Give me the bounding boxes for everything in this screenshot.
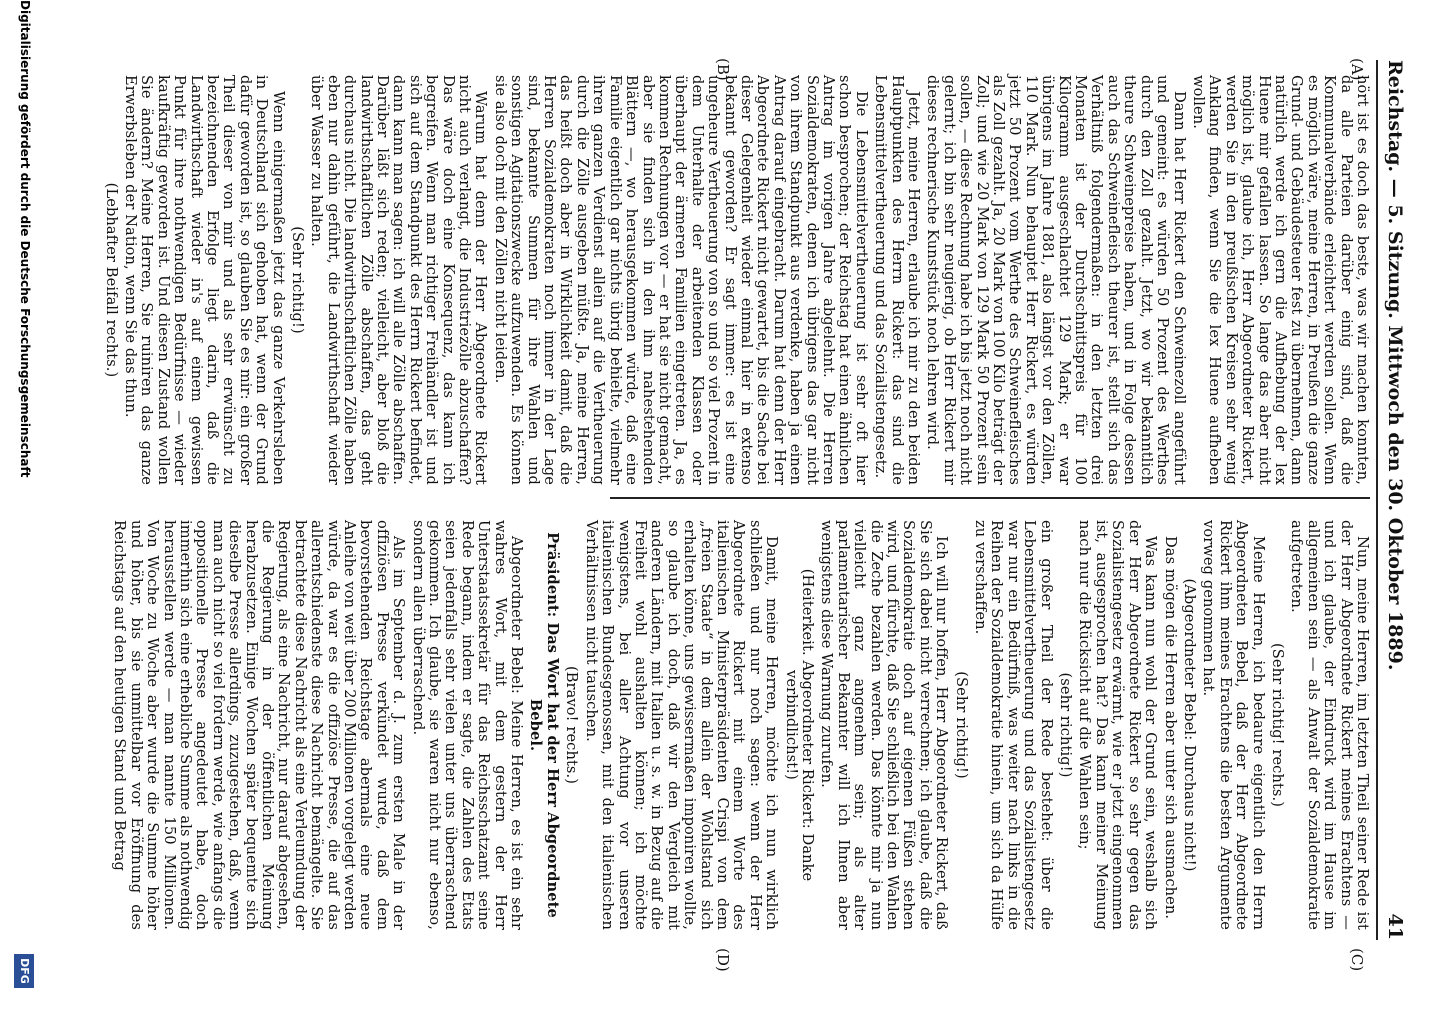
- interjection: (Lebhafter Beifall rechts.): [102, 182, 120, 378]
- paragraph: ein großer Theil der Rede bestehet: über die Lebensmittelvertheuerung und das Sozialistengesetz war nur ein Bedürfniß, was weiter nach links in die Reihen der Sozialdemokratie hinein, um sich da Hülfe zu verschaffen.: [972, 520, 1055, 930]
- paragraph: Was kann nun wohl der Grund sein, weshalb sich der Herr Abgeordnete Rickert so sehr gegen das Sozialistengesetz erwärmt, wie er jetzt eingenommen ist, ausgesprochen hat? Das kann meiner Meinung nach nur die Rücksicht auf die Wahlen sein;: [1076, 520, 1160, 930]
- margin-mark-c: (C): [1348, 948, 1366, 972]
- interjection: (Sehr richtig!): [289, 226, 306, 334]
- margin-mark-d: (D): [714, 948, 732, 972]
- paragraph: Damit, meine Herren, möchte ich nun wirklich schließen und nur noch sagen: wenn der Herr Abgeordnete Rickert mit einem Worte des italienischen Ministerpräsidenten Crispi von dem „freien Staate“ in dem allein der Wohlstand sich erhalten könne, uns gewissermaßen imponiren wollte, so glaube ich doch, daß wir den Vergleich mit anderen Ländern, mit Italien u. s. w. in Bezug auf die Freiheit wohl aushalten können; ich möchte wenigstens, bei aller Achtung vor unseren italienischen Bundesgenossen, mit den italienischen Verhältnissen nicht tauschen.: [582, 520, 781, 930]
- margin-mark-a: (A): [1348, 58, 1366, 81]
- paragraph: Ich will nur hoffen, Herr Abgeordneter Rickert, daß Sie sich dabei nicht verrechnen; ich glaube, daß die Sozialdemokratie doch auf eigenen Füßen stehen wird, und fürchte, daß Sie schließlich bei den Wahlen die Zeche bezahlen werden. Das könnte mir ja nun vielleicht ganz angenehm sein; als alter parlamentarischer Bekannter will ich Ihnen aber wenigstens diese Warnung zurufen.: [818, 520, 951, 930]
- paragraph: Abgeordneter Bebel: Meine Herren, es ist ein sehr wahres Wort, mit dem gestern der Herr Unterstaatssekretär für das Reichsschatzamt seine Rede begann, indem er sagte, die Zahlen des Etats seien jedenfalls sehr vielen unter uns überraschend gekommen. Ich glaube, sie waren nicht nur ebenso, sondern allen überraschend.: [409, 520, 526, 930]
- interjection: (Sehr richtig!): [952, 671, 970, 779]
- paragraph: Die Lebensmittelvertheuerung ist sehr oft hier schon besprochen; der Reichstag hat einen ähnlichen Antrag im vorigen Jahre abgelehnt. Die Herren Sozialdemokraten, denen ich übrigens das gar nicht von ihrem Standpunkt aus verdenke, haben ja einen Antrag darauf eingebracht. Darum hat denn der Herr Abgeordnete Rickert nicht gewartet, bis die Sache bei dieser Gelegenheit wieder einmal hier in extenso bekannt geworden? Er sagt immer: es ist eine ungeheure Vertheuerung von so und so viel Prozent in dem Unterhalte der arbeitenden Klassen oder überhaupt der ärmeren Familien eingetreten. Ja, es kommen Rechnungen vor — er hat sie nicht gemacht, aber sie finden sich in den ihm nahestehenden Blättern —, wo herausgekommen würde, daß eine Familie eigentlich gar nichts übrig behielte, vielmehr ihren ganzen Verdienst allein auf die Vertheuerung durch die Zölle ausgeben müßte. Ja, meine Herren, das heißt doch aber in Wirklichkeit damit, daß die Herren Sozialdemokraten noch immer in der Lage sind, bekannte Summen für ihre Wahlen und sonstigen Agitationszwecke aufzuwenden. Es können sie also doch mit den Zöllen nicht leiden.: [491, 75, 870, 485]
- paragraph: Meine Herren, ich bedaure eigentlich den Herrn Abgeordneten Bebel, daß der Herr Abgeordnete Rickert ihm meines Erachtens die besten Argumente vorweg genommen hat.: [1200, 520, 1267, 930]
- column-divider: [610, 497, 1370, 499]
- credit-text: Digitalisierung gefördert durch die Deutsche Forschungsgemeinschaft: [18, 0, 32, 478]
- paragraph: Jetzt, meine Herren, erlaube ich mir zu den beiden Hauptpunkten des Herrn Rickert: das sind die Lebensmittelvertheuerung und das Sozialistengesetz.: [872, 75, 923, 485]
- paragraph: Warum hat denn der Herr Abgeordnete Rickert nicht auch verlangt, die Industriezölle abzuschaffen? Das wäre doch eine Konsequenz, das kann ich begreifen. Wenn man richtiger Freihändler ist und sich auf dem Standpunkt des Herrn Rickert befindet, dann kann man sagen: ich will alle Zölle abschaffen. Darüber läßt sich reden; vielleicht, aber bloß die landwirthschaftlichen Zölle abschaffen, das geht durchaus nicht. Die landwirthschaftlichen Zölle haben eben nur dahin geführt, die Landwirthschaft wieder über Wasser zu halten.: [308, 75, 490, 485]
- interjection: (sehr richtig!): [1057, 672, 1075, 778]
- left-column: [99, 75, 1370, 485]
- speaker-heading: Präsident: Das Wort hat der Herr Abgeordnete Bebel.: [527, 532, 561, 918]
- margin-mark-b: (B): [714, 58, 732, 81]
- interjection: (Sehr richtig! rechts.): [1268, 642, 1286, 808]
- digitization-credit: [4, 0, 40, 1010]
- interjection: (Bravo! rechts.): [563, 665, 581, 785]
- paragraph: hört ist es doch das beste, was wir machen konnten, da alle Parteien darüber einig sind, daß die Kommunalverbände erleichtert werden sollen. Wenn es möglich wäre, meine Herren, in Preußen die ganze Grund- und Gebäudesteuer fest zu übernehmen, dann natürlich werde ich gern die Aufhebung der lex Huene mir gefallen lassen. So lange das aber nicht möglich ist, glaube ich, Herr Abgeordneter Rickert, werden Sie in den preußischen Kreisen sehr wenig Anklang finden, wenn Sie die lex Huene aufheben wollen.: [1189, 75, 1371, 485]
- interjection: (Heiterkeit. Abgeordneter Rickert: Danke verbindlichst!): [782, 568, 816, 882]
- page-header: [1376, 60, 1408, 940]
- paragraph: Als im September d. J. zum ersten Male in der offiziösen Presse verkündet wurde, daß dem bevorstehenden Reichstage abermals eine neue Anleihe von weit über 200 Millionen vorgelegt werden würde, da war es die offiziöse Presse, die auf das allerentschiedenste diese Nachricht bemängelte. Sie betrachtete diese Nachricht als eine Verleumdung der Regierung, als eine Nachricht, nur darauf abgesehen, die Regierung in der öffentlichen Meinung herabzusetzen. Einige Wochen später bequemte sich dieselbe Presse allerdings, zuzugestehen, daß, wenn man auch nicht so viel fordern werde, wie anfangs die oppositionelle Presse angedeutet habe, doch immerhin sich eine erhebliche Summe als nothwendig herausstellen werde — man nannte 150 Millionen. Von Woche zu Woche aber wurde die Summe höher und höher, bis sie unmittelbar vor Eröffnung des Reichstags auf den heutigen Stand und Betrag: [111, 520, 408, 930]
- paragraph: Wenn einigermaßen jetzt das ganze Verkehrsleben in Deutschland sich gehoben hat, wenn der Grund dafür geworden ist, so glauben Sie es mir: ein großer Theil dieser von mir und als sehr erwünscht zu bezeichnenden Erfolge liegt darin, daß die Landwirthschaft wieder in's auf einem gewissen Punkt für ihre nothwendigen Bedürfnisse — wieder kaufkräftig geworden ist. Und diesen Zustand wollen Sie ändern? Meine Herren, Sie ruiniren das ganze Erwerbsleben der Nation, wenn Sie das thun.: [121, 75, 287, 485]
- paragraph: Nun, meine Herren, im letzten Theil seiner Rede ist der Herr Abgeordnete Rickert meines Erachtens — und ich glaube, der Eindruck wird im Hause im allgemeinen sein — als Anwalt der Sozialdemokratie aufgetreten.: [1288, 520, 1371, 930]
- interjection: (Abgeordneter Bebel: Durchaus nicht!): [1180, 578, 1198, 872]
- paragraph: Dann hat Herr Rickert den Schweinezoll angeführt und gemeint: es würden 50 Prozent des Werthes durch den Zoll gezahlt. Jetzt, wo wir bekanntlich theure Schweinepreise haben, und in Folge dessen auch das Schweinefleisch theurer ist, stellt sich das Verhältniß folgendermaßen: in den letzten drei Monaten ist der Durchschnittspreis für 100 Kilogramm ausgeschlachtet 129 Mark; er war übrigens im Jahre 1881, also längst vor den Zöllen, 110 Mark. Nun behauptet Herr Rickert, es würden jetzt 50 Prozent vom Werthe des Schweinefleisches als Zoll gezahlt. Ja, 20 Mark von 100 Kilo beträgt der Zoll; und wie 20 Mark von 129 Mark 50 Prozent sein sollen, — diese Rechnung habe ich bis jetzt noch nicht gelernt; ich bin sehr neugierig, ob Herr Rickert mir dieses rechnerische Kunststück noch lehren wird.: [924, 75, 1188, 485]
- page-number: 41: [1384, 913, 1406, 940]
- paragraph: Das mögen die Herren aber unter sich ausmachen.: [1161, 536, 1179, 920]
- dfg-logo: DFG: [14, 954, 34, 988]
- running-head: Reichstag. — 5. Sitzung. Mittwoch den 30. Oktober 1889.: [1384, 60, 1406, 671]
- right-column: [108, 520, 1370, 930]
